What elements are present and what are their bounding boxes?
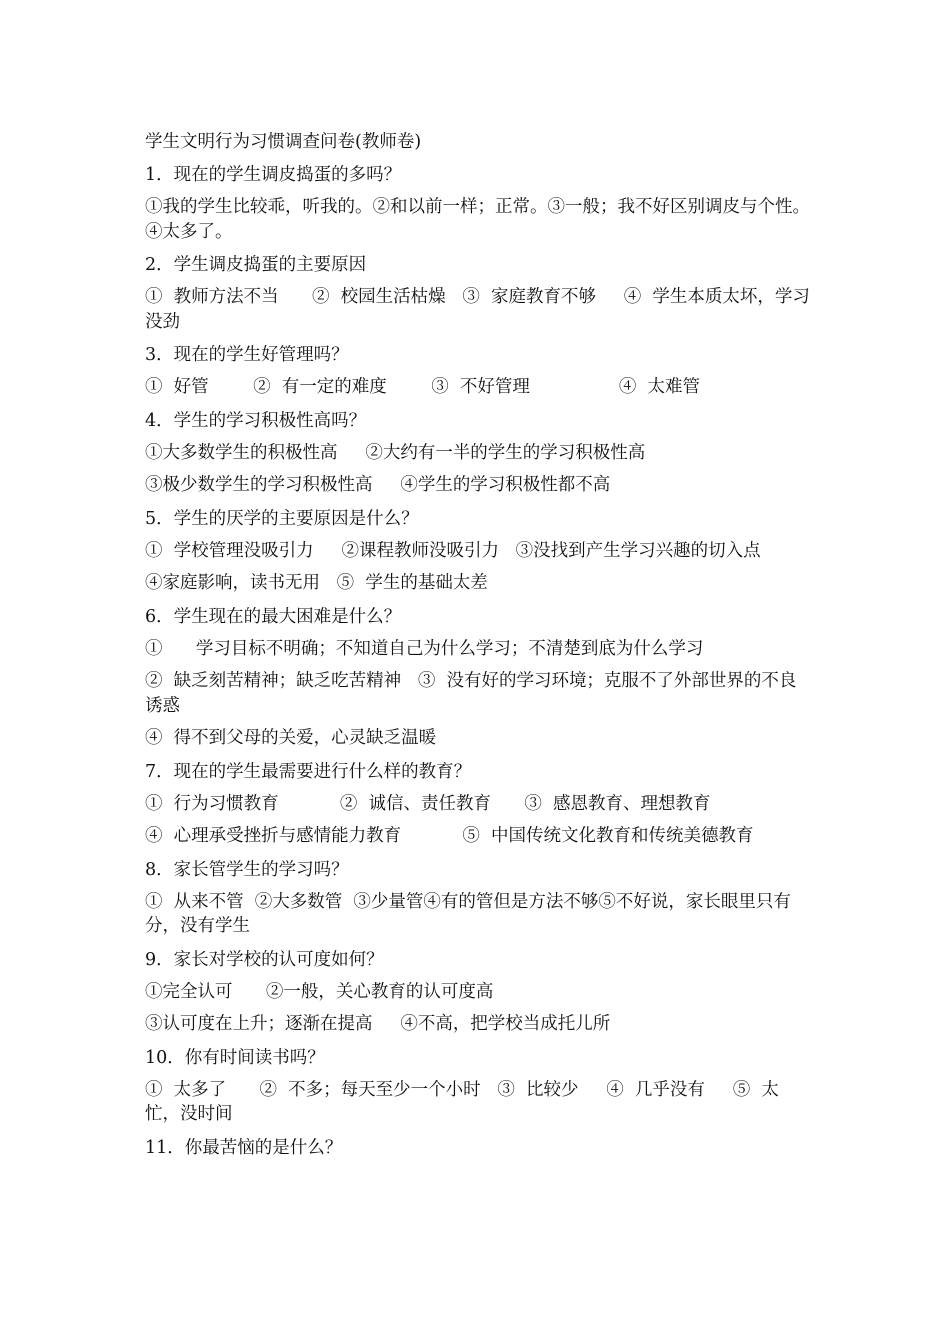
question-6: 6．学生现在的最大困难是什么？ (145, 606, 402, 627)
question-10: 10．你有时间读书吗？ (145, 1047, 325, 1068)
answer-options-9a: ①完全认可 ②一般，关心教育的认可度高 (145, 981, 494, 1002)
question-8: 8．家长管学生的学习吗？ (145, 859, 349, 880)
document-title: 学生文明行为习惯调查问卷(教师卷) (145, 132, 422, 152)
answer-options-10: ① 太多了 ② 不多；每天至少一个小时 ③ 比较少 ④ 几乎没有 ⑤ 太忙，没时间 (145, 1079, 779, 1124)
answer-options-6c: ④ 得不到父母的关爱，心灵缺乏温暖 (145, 728, 437, 748)
question-4: 4．学生的学习积极性高吗？ (145, 410, 367, 431)
question-11: 11．你最苦恼的是什么？ (145, 1137, 343, 1158)
answer-options-7b: ④ 心理承受挫折与感情能力教育 ⑤ 中国传统文化教育和传统美德教育 (145, 826, 754, 846)
answer-options-7a: ① 行为习惯教育 ② 诚信、责任教育 ③ 感恩教育、理想教育 (145, 793, 711, 814)
answer-options-2: ① 教师方法不当 ② 校园生活枯燥 ③ 家庭教育不够 ④ 学生本质太坏，学习没劲 (145, 287, 810, 332)
answer-options-8: ① 从来不管 ②大多数管 ③少量管④有的管但是方法不够⑤不好说，家长眼里只有分，没有学生 (145, 891, 791, 936)
question-3: 3．现在的学生好管理吗？ (145, 345, 349, 365)
answer-options-1: ①我的学生比较乖，听我的。②和以前一样；正常。③一般；我不好区别调皮与个性。④太多了。 (145, 197, 810, 242)
question-9: 9．家长对学校的认可度如何？ (145, 949, 384, 970)
questionnaire-body (145, 127, 813, 1164)
answer-options-5b: ④家庭影响，读书无用 ⑤ 学生的基础太差 (145, 573, 488, 593)
answer-options-4a: ①大多数学生的积极性高 ②大约有一半的学生的学习积极性高 (145, 442, 646, 463)
answer-options-5a: ① 学校管理没吸引力 ②课程教师没吸引力 ③没找到产生学习兴趣的切入点 (145, 540, 761, 561)
question-1: 1．现在的学生调皮捣蛋的多吗？ (145, 165, 402, 185)
answer-options-4b: ③极少数学生的学习积极性高 ④学生的学习积极性都不高 (145, 475, 611, 495)
question-5: 5．学生的厌学的主要原因是什么？ (145, 508, 419, 529)
answer-options-6a: ① 学习目标不明确；不知道自己为什么学习；不清楚到底为什么学习 (145, 638, 704, 659)
answer-options-9b: ③认可度在上升；逐渐在提高 ④不高，把学校当成托儿所 (145, 1014, 611, 1034)
question-7: 7．现在的学生最需要进行什么样的教育？ (145, 761, 472, 782)
answer-options-6b: ② 缺乏刻苦精神；缺乏吃苦精神 ③ 没有好的学习环境；克服不了外部世界的不良诱惑 (145, 671, 797, 716)
answer-options-3: ① 好管 ② 有一定的难度 ③ 不好管理 ④ 太难管 (145, 377, 701, 397)
question-2: 2．学生调皮捣蛋的主要原因 (145, 255, 367, 275)
